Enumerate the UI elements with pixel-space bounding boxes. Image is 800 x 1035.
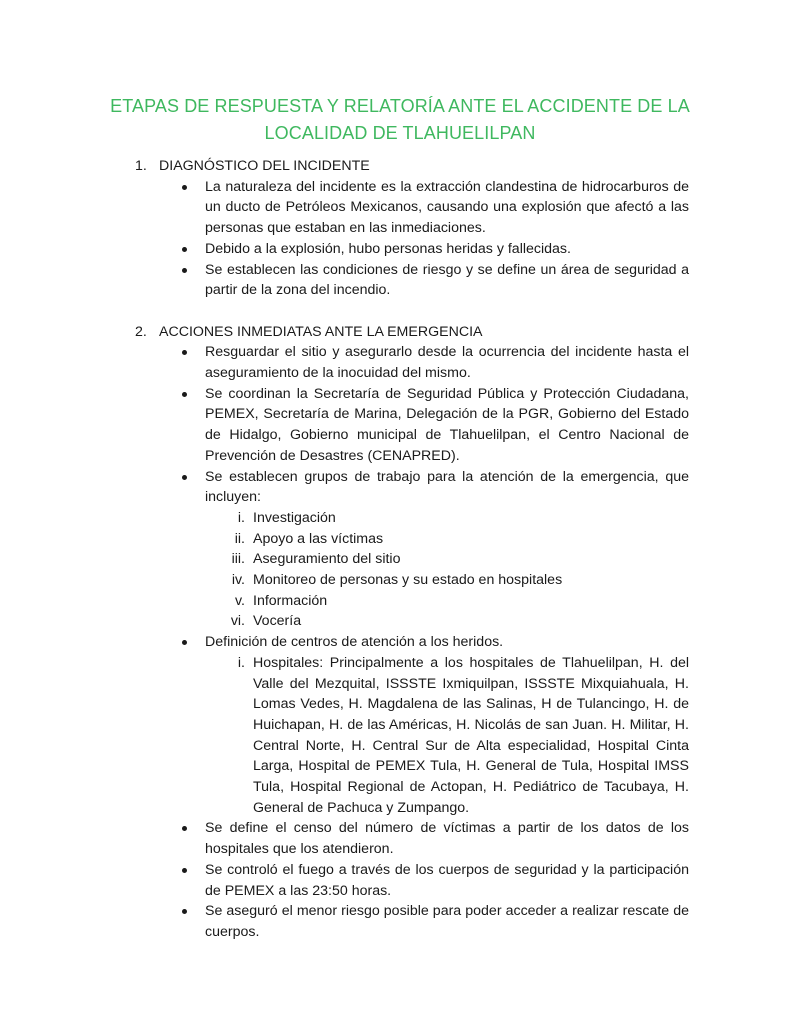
roman-numeral: ii.	[234, 530, 245, 547]
bullet-list	[0, 342, 800, 508]
list-item-text: Se aseguró el menor riesgo posible para poder acceder a realizar rescate de cuerpos.	[205, 903, 689, 940]
list-item	[0, 611, 800, 632]
list-item-text: Se coordinan la Secretaría de Seguridad Pública y Protección Ciudadana, PEMEX, Secretaría de Marina, Delegación de la PGR, Gobierno del Estado de Hidalgo, Gobierno municipal de Tlahuelilpan, el Centro Nacional de Prevención de Desastres (CENAPRED).	[205, 385, 689, 464]
list-item-text: La naturaleza del incidente es la extracción clandestina de hidrocarburos de un ducto de Petróleos Mexicanos, causando una explosión que afectó a las personas que estaban en las inmediaciones.	[205, 178, 689, 237]
bullet-icon	[182, 909, 187, 914]
section-diagnostico	[0, 156, 800, 301]
list-item	[0, 549, 800, 570]
list-item-text: Debido a la explosión, hubo personas heridas y fallecidas.	[205, 240, 571, 257]
list-item-text: Se establecen las condiciones de riesgo y se define un área de seguridad a partir de la zona del incendio.	[205, 261, 689, 299]
bullet-icon	[182, 268, 187, 273]
list-item-text: Investigación	[253, 509, 336, 526]
care-centers-list	[0, 653, 800, 819]
bullet-list	[0, 177, 800, 301]
document-title	[90, 93, 710, 147]
bullet-icon	[182, 350, 187, 355]
list-item-text: Se establecen grupos de trabajo para la atención de la emergencia, que incluyen:	[205, 468, 689, 506]
list-item-text: Hospitales: Principalmente a los hospitales de Tlahuelilpan, H. del Valle del Mezquital, ISSSTE Ixmiquilpan, ISSSTE Mixquiahuala, H. Lomas Vedes, H. Magdalena de las Salinas, H de Tulancingo, H. de Huichapan, H. de las Américas, H. Nicolás de san Juan. H. Militar, H. Central Norte, H. Central Sur de Alta especialidad, Hospital Cinta Larga, Hospital de PEMEX Tula, H. General de Tula, Hospital IMSS Tula, Hospital Regional de Actopan, H. Pediátrico de Tacubaya, H. General de Pachuca y Zumpango.	[253, 654, 689, 816]
section-heading	[0, 156, 800, 177]
section-number: 1.	[135, 158, 147, 174]
section-number: 2.	[135, 323, 147, 340]
section-heading	[0, 322, 800, 343]
bullet-icon	[182, 868, 187, 873]
section-heading-text: ACCIONES INMEDIATAS ANTE LA EMERGENCIA	[159, 323, 483, 340]
list-item	[0, 177, 800, 239]
list-item	[0, 260, 800, 301]
bullet-icon	[182, 185, 187, 190]
roman-numeral: i.	[237, 509, 245, 526]
roman-numeral: iii.	[231, 551, 245, 568]
list-item-text: Monitoreo de personas y su estado en hospitales	[253, 572, 563, 589]
section-heading-text: DIAGNÓSTICO DEL INCIDENTE	[159, 158, 370, 174]
work-groups-list	[0, 508, 800, 632]
document-title-line-1: ETAPAS DE RESPUESTA Y RELATORÍA ANTE EL ACCIDENTE DE LA	[110, 96, 690, 116]
list-item	[0, 901, 800, 942]
list-item-text: Definición de centros de atención a los heridos.	[205, 634, 504, 651]
roman-numeral: iv.	[231, 572, 245, 589]
bullet-list	[0, 818, 800, 942]
bullet-icon	[182, 247, 187, 252]
bullet-icon	[182, 826, 187, 831]
roman-numeral: v.	[235, 592, 245, 609]
list-item-text: Información	[253, 592, 328, 609]
roman-numeral: i.	[237, 654, 245, 671]
list-item	[0, 384, 800, 467]
list-item-text: Se controló el fuego a través de los cuerpos de seguridad y la participación de PEMEX a las 23:50 horas.	[205, 861, 689, 899]
document-body	[0, 156, 800, 943]
list-item	[0, 860, 800, 901]
list-item-text: Se define el censo del número de víctimas a partir de los datos de los hospitales que los atendieron.	[205, 820, 689, 858]
list-item	[0, 653, 800, 819]
document-title-line-2: LOCALIDAD DE TLAHUELILPAN	[264, 123, 536, 143]
list-item-text: Apoyo a las víctimas	[253, 530, 384, 547]
list-item-text: Resguardar el sitio y asegurarlo desde la ocurrencia del incidente hasta el aseguramiento de la inocuidad del mismo.	[205, 344, 689, 381]
list-item	[0, 239, 800, 260]
section-spacer	[0, 301, 800, 322]
bullet-icon	[182, 475, 187, 480]
list-item	[0, 529, 800, 550]
list-item	[0, 632, 800, 653]
list-item	[0, 508, 800, 529]
list-item	[0, 467, 800, 508]
list-item	[0, 818, 800, 859]
bullet-icon	[182, 392, 187, 397]
roman-numeral: vi.	[230, 613, 245, 630]
list-item-text: Vocería	[253, 613, 302, 630]
bullet-list	[0, 632, 800, 653]
list-item	[0, 591, 800, 612]
bullet-icon	[182, 640, 187, 645]
list-item-text: Aseguramiento del sitio	[253, 551, 401, 568]
list-item	[0, 570, 800, 591]
list-item	[0, 342, 800, 383]
section-acciones-inmediatas	[0, 322, 800, 943]
